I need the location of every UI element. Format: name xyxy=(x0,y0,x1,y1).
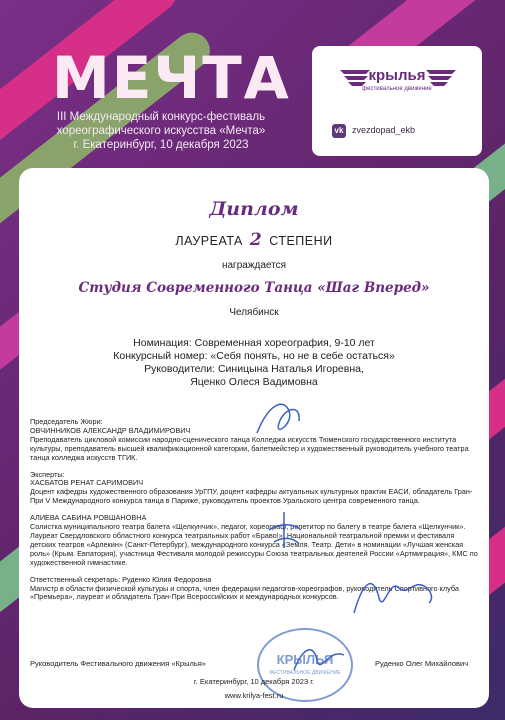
jury-description: Доцент кафедры художественного образования УрГПУ, доцент кафедры актуальных культурных практик ЕАСИ, обладатель Гран-При V Международного конкурса танца в Париже, руководитель проектов Уральского центра современного танца. xyxy=(30,487,473,506)
jury-member xyxy=(30,471,478,507)
sponsor-card xyxy=(312,46,482,156)
vk-icon: vk xyxy=(332,124,346,138)
jury-role: Председатель Жюри: xyxy=(30,417,103,426)
laureate-line xyxy=(19,230,489,250)
laureate-word: ЛАУРЕАТА xyxy=(175,234,243,248)
signature xyxy=(249,393,309,448)
diploma-title: Диплом xyxy=(209,198,299,220)
signature xyxy=(349,568,439,623)
jury-role: Эксперты: xyxy=(30,469,65,479)
winner-name: Студия Современного Танца «Шаг Вперед» xyxy=(78,280,430,296)
stamp-subtext: ФЕСТИВАЛЬНОЕ ДВИЖЕНИЕ xyxy=(269,670,341,676)
winner-city: Челябинск xyxy=(229,307,279,318)
sponsor-logo-text: крылья xyxy=(368,67,426,84)
footer-director-name: Руденко Олег Михайлович xyxy=(375,659,469,668)
stamp-text: КРЫЛЬЯ xyxy=(276,652,334,667)
diploma-paper xyxy=(19,168,489,708)
jury-description: Преподаватель цикловой комиссии народно-сценического танца Колледжа искусств Тюменского государственного института культуры, преподаватель высшей квалификационной категории, балетмейстер и художественный руководитель учебного театра танца колледжа искусств ТГИК. xyxy=(30,434,469,462)
nomination-line: Номинация: Современная хореография, 9-10 лет xyxy=(133,337,375,349)
nomination-block xyxy=(19,337,489,389)
jury-member xyxy=(30,514,478,567)
footer-city-date: г. Екатеринбург, 10 декабря 2023 г. xyxy=(193,677,315,686)
jury-name: ОВЧИННИКОВ АЛЕКСАНДР ВЛАДИМИРОВИЧ xyxy=(30,425,191,435)
festival-info-line: III Международный конкурс-фестиваль xyxy=(56,111,266,123)
social-handle: zvezdopad_ekb xyxy=(352,125,416,135)
degree-number: 2 xyxy=(249,230,263,250)
festival-info-line: хореографического искусства «Мечта» xyxy=(56,125,266,137)
footer-director-title: Руководитель Фестивального движения «Крылья» xyxy=(30,659,206,668)
jury-description: Магистр в области физической культуры и спорта, член федерации педагогов-хореографов, руководитель Спортивного клуба «Премьера», лауреат и обладатель Гран-При Всероссийских и международных конкурсов. xyxy=(30,583,459,602)
leaders-line: Руководители: Синицына Наталья Игоревна, xyxy=(144,363,364,375)
festival-info-line: г. Екатеринбург, 10 декабря 2023 xyxy=(73,139,249,151)
jury-description: Солистка муниципального театра балета «Щелкунчик», педагог, хореограф, репетитор по балету в театре балета «Щелкунчик». Лауреат Свердловского областного конкурса театральных работ «Браво!», Национальной театральной премии и фестиваля детских театров «Арлекин» (Санкт-Петербург), международного конкурса «Земля. Театр. Дети» в номинации «Лучшая женская роль» (Крым. Евпатория), участница Фестиваля молодой режиссуры Союза театральных деятелей России «Артмиграция», КМС по художественной гимнастике. xyxy=(30,522,478,567)
festival-info xyxy=(30,110,292,152)
awarded-text: награждается xyxy=(221,260,287,271)
sponsor-logo-subtext: фестивальное движение xyxy=(362,86,432,92)
jury-role: Ответственный секретарь: Руденко Юлия Федоровна xyxy=(30,574,212,584)
footer-website: www.krilya-fest.ru xyxy=(224,691,284,700)
festival-logo-title: МЕЧТА xyxy=(52,44,291,112)
signature xyxy=(289,640,349,680)
jury-name: АЛИЕВА САБИНА РОВШАНОВНА xyxy=(30,513,147,523)
degree-word: СТЕПЕНИ xyxy=(269,234,333,248)
competition-number: Конкурсный номер: «Себя понять, но не в себе остаться» xyxy=(113,350,395,362)
jury-name: ХАСБАТОВ РЕНАТ САРИМОВИЧ xyxy=(30,478,144,488)
signature xyxy=(259,508,309,553)
leaders-line: Яценко Олеся Вадимовна xyxy=(190,376,318,388)
